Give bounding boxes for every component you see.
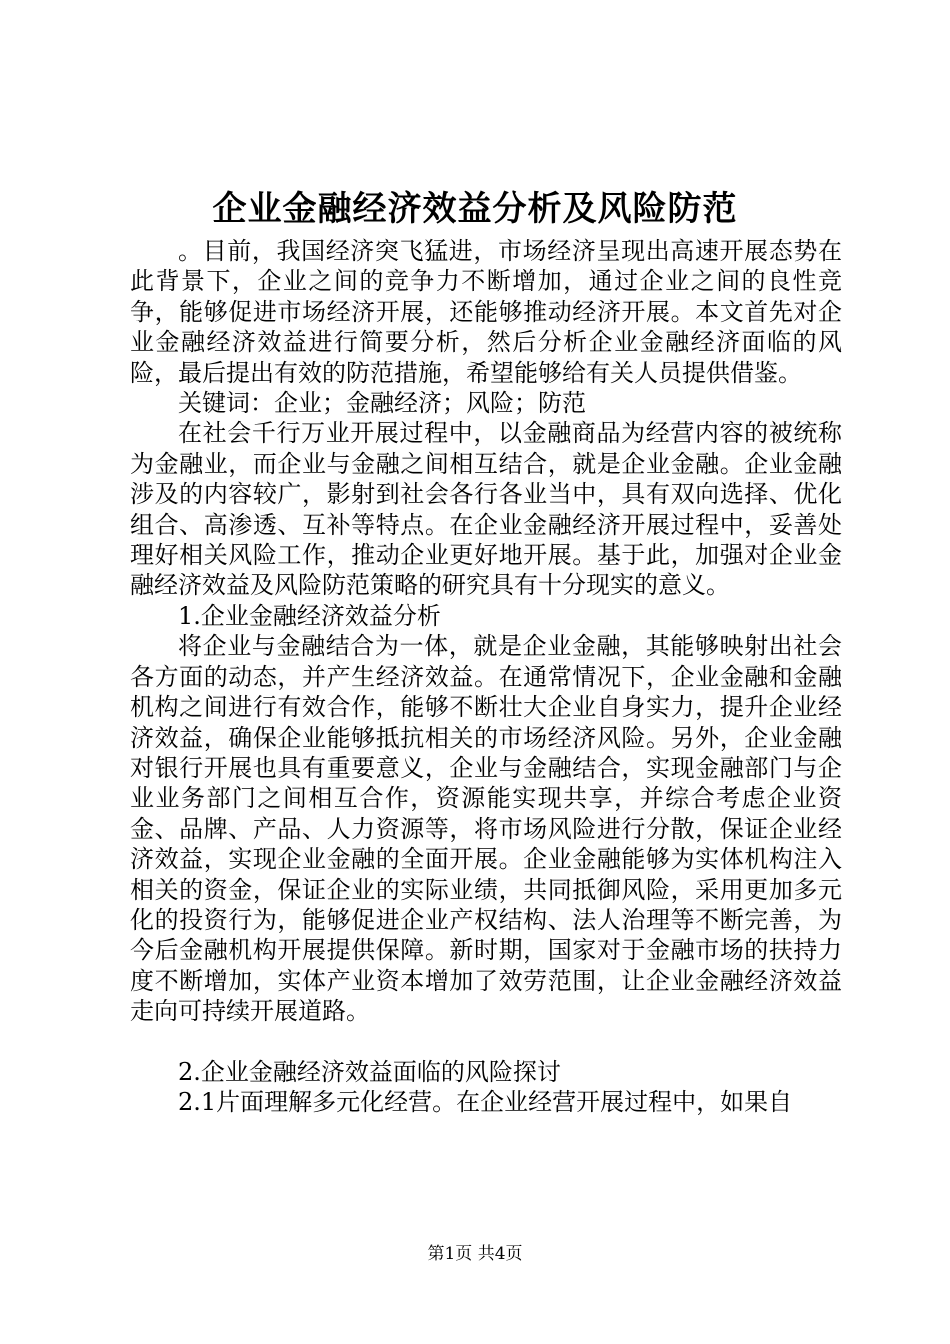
subsection-2-1-paragraph: 2.1片面理解多元化经营。在企业经营开展过程中，如果自 [178, 1087, 793, 1116]
section-1-paragraph: 将企业与金融结合为一体，就是企业金融，其能够映射出社会各方面的动态，并产生经济效益。在通常情况下，企业金融和金融机构之间进行有效合作，能够不断壮大企业自身实力，提升企业经济效益，确保企业能够抵抗相关的市场经济风险。另外，企业金融对银行开展也具有重要意义，企业与金融结合，实现金融部门与企业业务部门之间相互合作，资源能实现共享，并综合考虑企业资金、品牌、产品、人力资源等，将市场风险进行分散，保证企业经济效益，实现企业金融的全面开展。企业金融能够为实体机构注入相关的资金，保证企业的实际业绩，共同抵御风险，采用更加多元化的投资行为，能够促进企业产权结构、法人治理等不断完善，为今后金融机构开展提供保障。新时期，国家对于金融市场的扶持力度不断增加，实体产业资本增加了效劳范围，让企业金融经济效益走向可持续开展道路。 [130, 632, 842, 1026]
intro-paragraph: 在社会千行万业开展过程中，以金融商品为经营内容的被统称为金融业，而企业与金融之间相互结合，就是企业金融。企业金融涉及的内容较广，影射到社会各行各业当中，具有双向选择、优化组合、高渗透、互补等特点。在企业金融经济开展过程中，妥善处理好相关风险工作，推动企业更好地开展。基于此，加强对企业金融经济效益及风险防范策略的研究具有十分现实的意义。 [130, 419, 842, 600]
abstract-paragraph: 。目前，我国经济突飞猛进，市场经济呈现出高速开展态势在此背景下，企业之间的竞争力不断增加，通过企业之间的良性竞争，能够促进市场经济开展，还能够推动经济开展。本文首先对企业金融经济效益进行简要分析，然后分析企业金融经济面临的风险，最后提出有效的防范措施，希望能够给有关人员提供借鉴。 [130, 237, 842, 387]
document-body [130, 236, 842, 1117]
section-heading-2: 2.企业金融经济效益面临的风险探讨 [178, 1057, 561, 1086]
section-heading-1: 1.企业金融经济效益分析 [178, 601, 441, 630]
keywords-line: 关键词：企业；金融经济；风险；防范 [178, 389, 586, 418]
paragraph-spacer [130, 1027, 842, 1057]
page-footer: 第1页 共4页 [427, 1244, 523, 1264]
document-title: 企业金融经济效益分析及风险防范 [212, 189, 738, 229]
